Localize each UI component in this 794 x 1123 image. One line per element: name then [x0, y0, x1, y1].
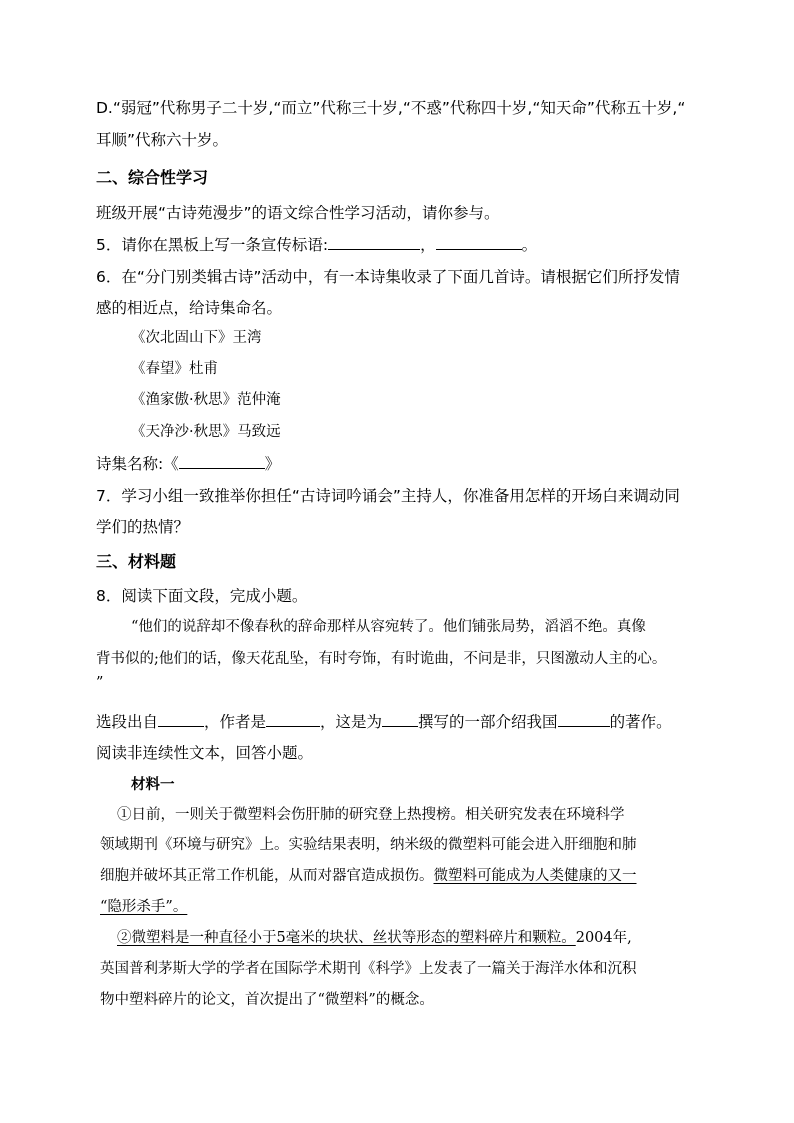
answer-blank-5b[interactable] [436, 234, 522, 251]
paragraph-1-line-1: ①日前，一则关于微塑料会伤肝肺的研究登上热搜榜。相关研究发表在环境科学 [117, 807, 625, 823]
topic-blank[interactable] [558, 711, 610, 728]
collection-name-suffix: 》 [264, 455, 281, 473]
fill-text-c: ，这是为 [320, 713, 383, 731]
quote-line-2: 背书似的;他们的话，像天花乱坠，有时夸饰，有时诡曲，不问是非，只图激动人主的心。 [96, 651, 667, 667]
paragraph-1-line-2: 领域期刊《环境与研究》上。实验结果表明，纳米级的微塑料可能会进入肝细胞和肺 [100, 837, 637, 853]
quote-line-1: “他们的说辞却不像春秋的辞命那样从容宛转了。他们铺张局势，滔滔不绝。真像 [131, 619, 646, 635]
question-7-line-2: 学们的热情？ [96, 518, 190, 536]
collection-name-label: 诗集名称:《 [96, 455, 179, 473]
activity-intro: 班级开展“古诗苑漫步”的语文综合性学习活动，请你参与。 [96, 204, 500, 222]
question-6-line-2: 感的相近点，给诗集命名。 [96, 299, 283, 317]
material-1-title: 材料一 [131, 776, 175, 793]
source-blank[interactable] [158, 711, 204, 728]
paragraph-2-line-3: 物中塑料碎片的论文，首次提出了“微塑料”的概念。 [100, 992, 434, 1008]
fill-in-line [96, 710, 672, 732]
poem-1: 《次北固山下》王湾 [131, 330, 262, 346]
question-7-line-1: 7．学习小组一致推举你担任“古诗词吟诵会”主持人，你准备用怎样的开场白来调动同 [96, 487, 680, 505]
poem-3: 《渔家傲·秋思》范仲淹 [131, 392, 281, 408]
paragraph-2-line-2: 英国普利茅斯大学的学者在国际学术期刊《科学》上发表了一篇关于海洋水体和沉积 [100, 961, 637, 977]
option-d-line-1: D.“弱冠”代称男子二十岁,“而立”代称三十岁,“不惑”代称四十岁,“知天命”代称五十岁,“ [96, 99, 686, 117]
fill-text-e: 的著作。 [609, 713, 672, 731]
paragraph-2-year: 2004年, [575, 930, 632, 946]
section-3-heading: 三、材料题 [96, 552, 177, 571]
purpose-blank[interactable] [382, 711, 418, 728]
poem-4: 《天净沙·秋思》马致远 [131, 424, 281, 440]
underlined-sentence-1-end: “隐形杀手”。 [100, 899, 188, 915]
section-2-heading: 二、综合性学习 [96, 168, 209, 187]
quote-line-3: ” [96, 675, 104, 691]
collection-name-blank[interactable] [179, 453, 265, 470]
paragraph-1-line-3 [100, 864, 637, 885]
question-6-line-1: 6．在“分门别类辑古诗”活动中，有一本诗集收录了下面几首诗。请根据它们所抒发情 [96, 268, 680, 286]
underlined-definition: ②微塑料是一种直径小于5毫米的块状、丝状等形态的塑料碎片和颗粒。 [117, 930, 576, 946]
paragraph-1-line-3-text: 细胞并破坏其正常工作机能，从而对器官造成损伤。 [100, 868, 434, 884]
question-5-text: 5．请你在黑板上写一条宣传标语: [96, 236, 329, 254]
reading-instruction: 阅读非连续性文本，回答小题。 [96, 744, 314, 762]
paragraph-2-line-1 [117, 926, 632, 947]
question-5-end: 。 [521, 236, 538, 254]
underlined-sentence-1: 微塑料可能成为人类健康的又一 [433, 868, 637, 884]
question-5-separator: ， [420, 236, 436, 254]
poem-2: 《春望》杜甫 [131, 361, 218, 377]
collection-name [96, 452, 280, 474]
author-blank[interactable] [266, 711, 320, 728]
fill-text-b: ，作者是 [204, 713, 267, 731]
option-d-line-2: 耳顺”代称六十岁。 [96, 131, 229, 149]
question-8: 8．阅读下面文段，完成小题。 [96, 587, 308, 605]
fill-text-a: 选段出自 [96, 713, 159, 731]
fill-text-d: 撰写的一部介绍我国 [418, 713, 558, 731]
question-5 [96, 233, 537, 255]
answer-blank-5a[interactable] [328, 234, 420, 251]
